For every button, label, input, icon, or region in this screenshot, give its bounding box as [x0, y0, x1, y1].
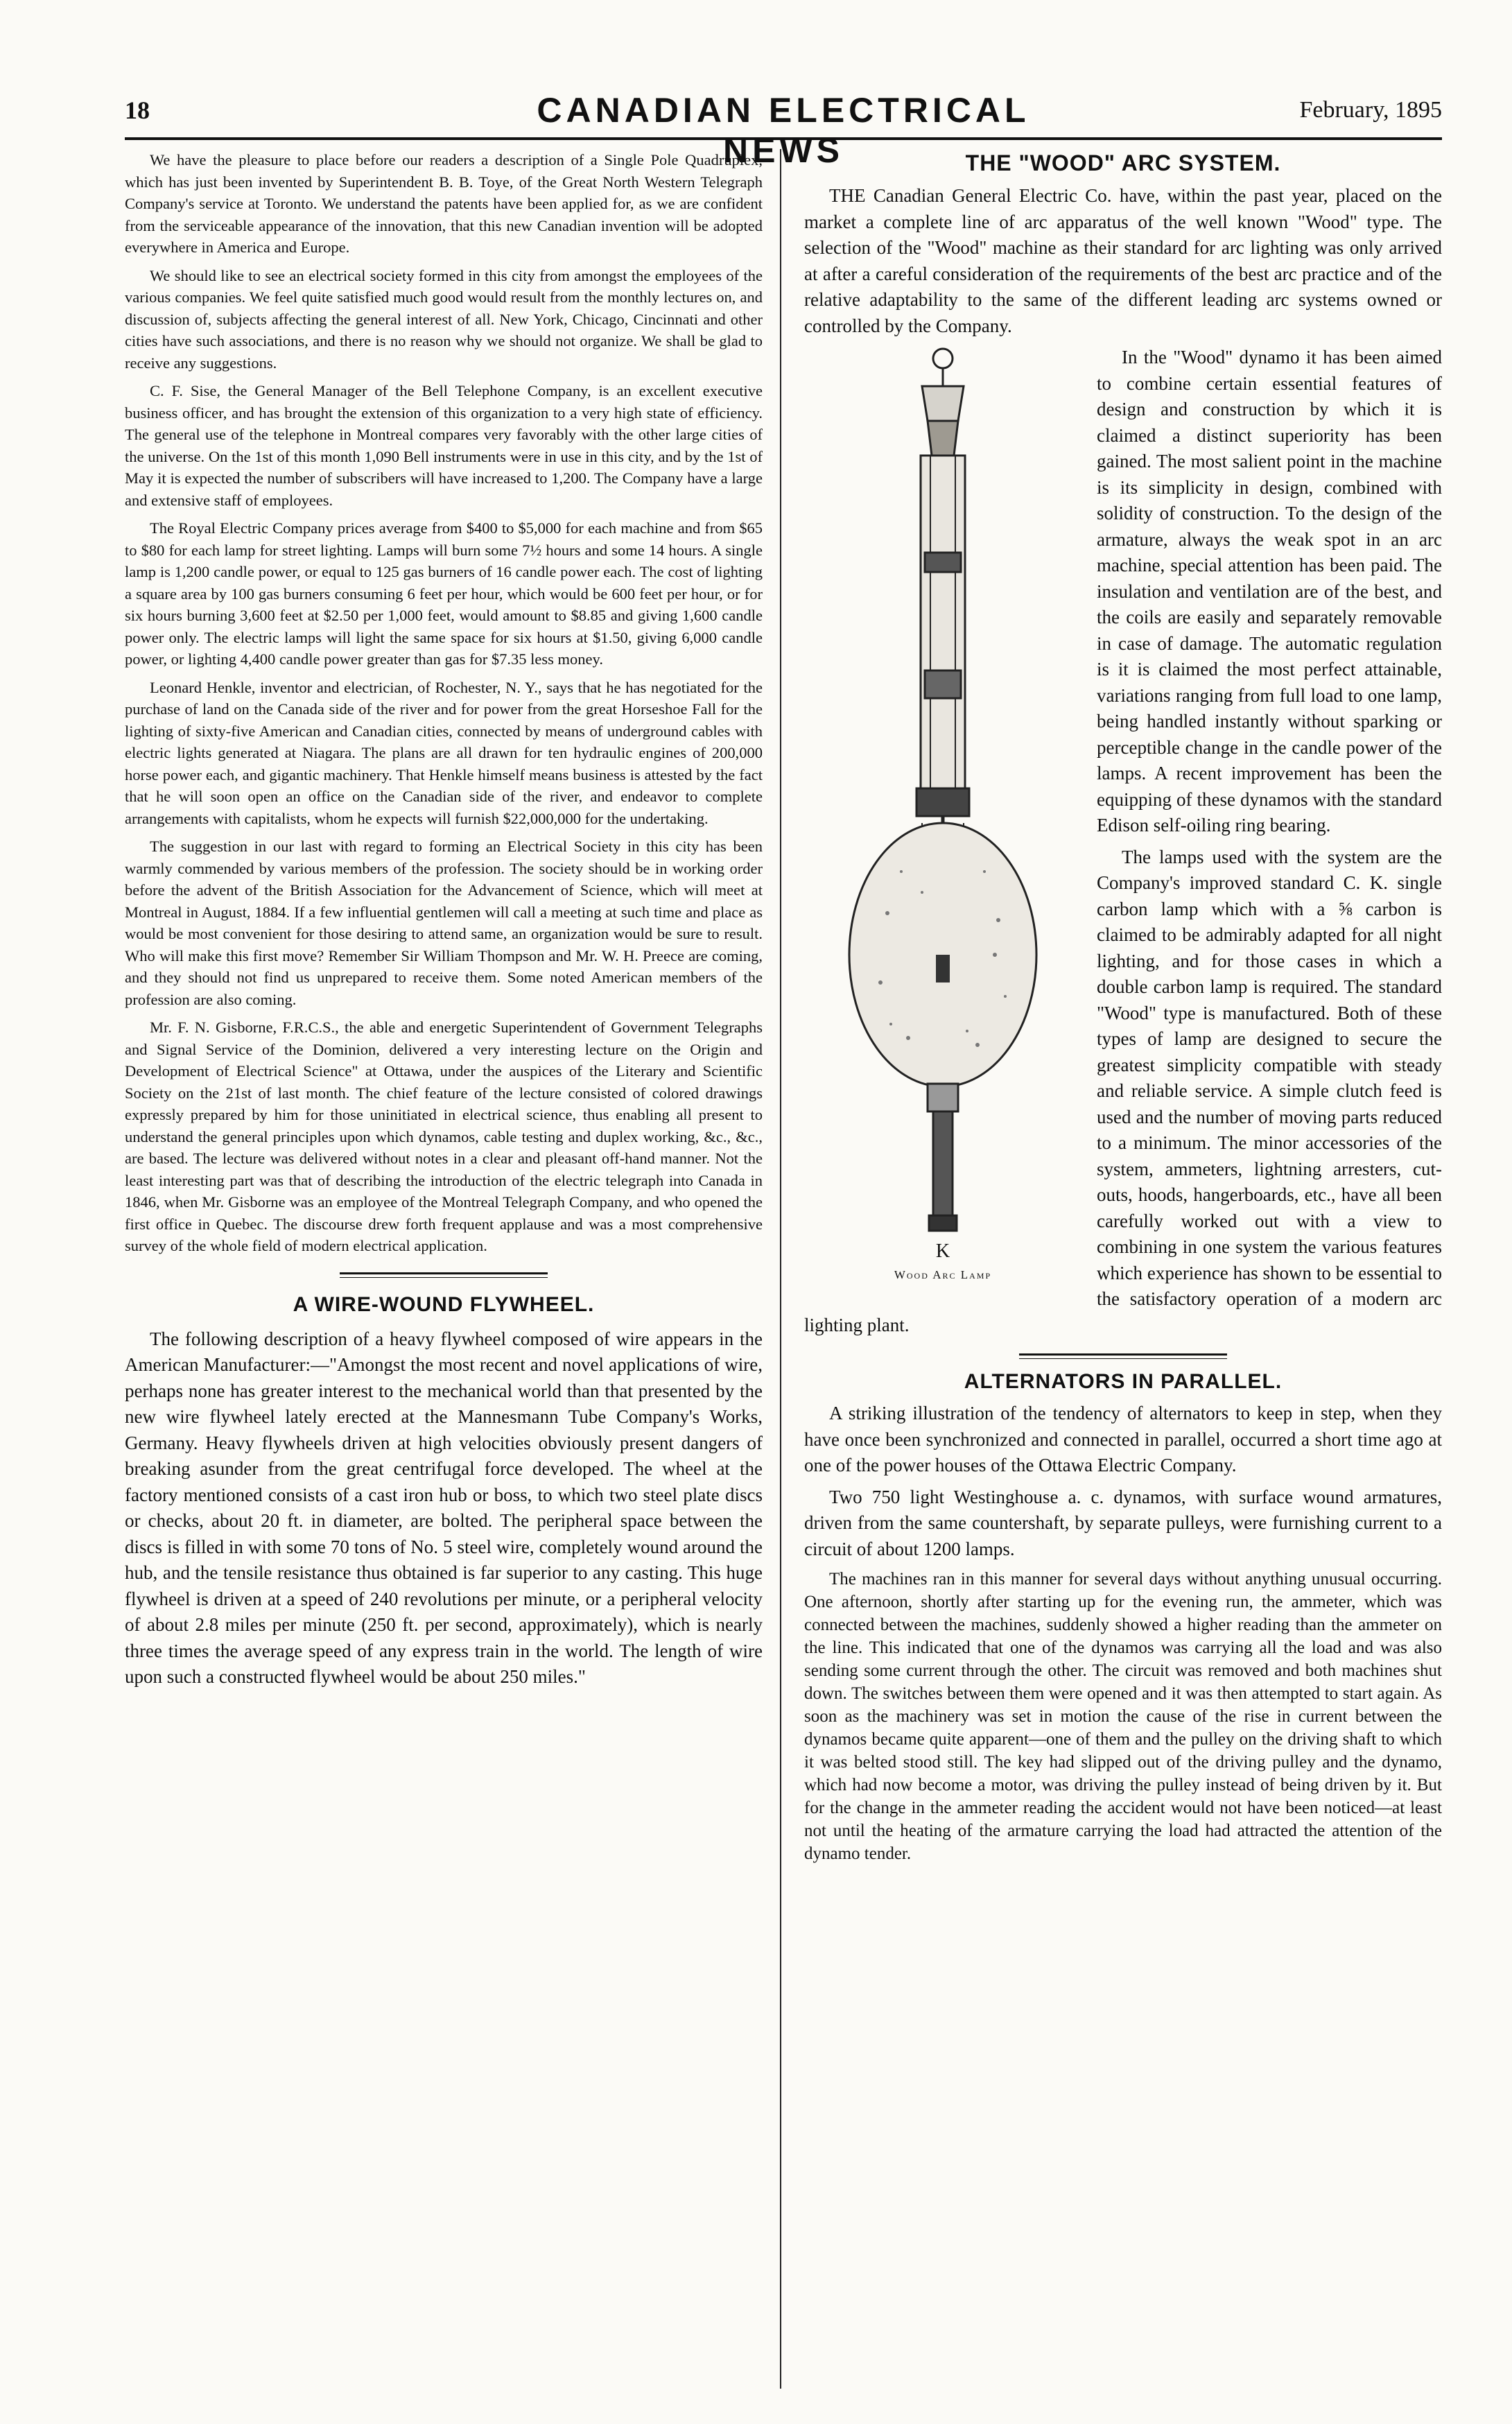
issue-date: February, 1895	[1299, 97, 1442, 123]
note-gisborne-lecture: Mr. F. N. Gisborne, F.R.C.S., the able and energetic Superintendent of Government Telegraphs and Signal Service of the Dominion, delivered a very interesting lecture on the Origin and Development of Electrical Science" at Ottawa, under the auspices of the Literary and Scientific Society on the 21st of last month. The chief feature of the lecture consisted of colored drawings expressly prepared by him for those uninitiated in electrical science, thus enabling all present to understand the general principles upon which dynamos, cable testing and duplex working, &c., &c., are based. The lecture was delivered without notes in a clear and pleasant off-hand manner. Not the least interesting part was that of describing the introduction of the electric telegraph into Canada in 1846, when Mr. Gisborne was an employee of the Montreal Telegraph Company, and who opened the first office in Quebec. The discourse drew forth frequent applause and was a most comprehensive survey of the whole field of modern electrical application.	[125, 1019, 763, 1254]
left-column	[125, 149, 763, 1696]
publication-title: CANADIAN ELECTRICAL NEWS	[537, 91, 1030, 170]
arc-system-heading: THE "WOOD" ARC SYSTEM.	[965, 150, 1281, 175]
section-rule-2	[1019, 1353, 1227, 1359]
wood-arc-lamp-figure	[804, 345, 1081, 1301]
alternators-para-2: Two 750 light Westinghouse a. c. dynamos, with surface wound armatures, driven from the same countershaft, by separate pulleys, were furnishing current to a circuit of about 1200 lamps.	[804, 1486, 1442, 1559]
right-column	[804, 149, 1442, 1871]
alternators-para-3: The machines ran in this manner for several days without anything unusual occurring. One afternoon, shortly after starting up for the evening run, the ammeter, which was connected between the machines, suddenly showed a higher reading than the ammeter on the line. This indicated that one of the dynamos was carrying all the load and was also sending some current through the other. The circuit was removed and both machines shut down. The switches between them were opened and it was then attempted to start again. As soon as the machinery was set in motion the cause of the rise in current between the dynamos became quite apparent—one of them and the pulley on the driving shaft to which it was belted stood still. The key had slipped out of the driving pulley and the dynamo, which had now become a motor, was driving the pulley instead of being driven by it. But for the change in the ammeter reading the accident would not have been noticed—at least not until the heating of the armature carrying the load had attracted the attention of the dynamo tender.	[804, 1570, 1442, 1863]
flywheel-heading: A WIRE-WOUND FLYWHEEL.	[293, 1292, 595, 1316]
header-rule	[125, 137, 1442, 140]
note-henkle-niagara: Leonard Henkle, inventor and electrician, of Rochester, N. Y., says that he has negotiated for the purchase of land on the Canada side of the river and for power from the great Horseshoe Fall for the lighting of sixty-five American and Canadian cities, connected by means of underground cables with electric lights generated at Niagara. The plans are all drawn for ten hydraulic engines of 200,000 horse power each, and gigantic machinery. That Henkle himself means business is attested by the fact that he will soon open an office on the Canadian side of the river, and endeavor to complete arrangements with capitalists, whom he expects will furnish $22,000,000 for the undertaking.	[125, 678, 763, 827]
note-bell-telephone: C. F. Sise, the General Manager of the Bell Telephone Company, is an excellent executive business officer, and has brought the extension of this organization to a very high state of efficiency. The general use of the telephone in Montreal compares very favorably with the other large cities of the universe. On the 1st of this month 1,090 Bell instruments were in use in this city, and by the 1st of May it is expected the number of subscribers will have increased to 1,200. The Company have a large and extensive staff of employees.	[125, 382, 763, 509]
figure-caption: Wood Arc Lamp	[894, 1268, 992, 1281]
arc-lamp-illustration	[839, 345, 1047, 1239]
section-rule	[340, 1272, 548, 1278]
flywheel-article: The following description of a heavy flywheel composed of wire appears in the American Manufacturer:—"Amongst the most recent and novel applications of wire, perhaps none has greater interest to the mechanical world than that presented by the new wire flywheel lately erected at the Mannesmann Tube Company's Works, Germany. Heavy flywheels driven at high velocities obviously present dangers of breaking asunder from the great centrifugal force developed. The wheel at the factory mentioned consists of a cast iron hub or boss, to which two steel plate discs or checks, about 20 ft. in diameter, are bolted. The peripheral space between the discs is filled in with some 70 tons of No. 5 steel wire, completely wound around the hub, and the tensile resistance thus obtained is far superior to any casting. This huge flywheel is driven at a speed of 240 revolutions per minute, or a peripheral velocity of about 2.8 miles per minute (250 ft. per second, approximately), which is nearly three times the average speed of any express train in the world. The length of wire upon such a constructed flywheel would be about 250 miles."	[125, 1328, 763, 1687]
news-notes	[125, 149, 763, 1257]
arc-system-lamps: The lamps used with the system are the Company's improved standard C. K. single carbon lamp which with a ⅝ carbon is claimed to be admirably adapted for all night lighting, and for those cases in which a double carbon lamp is required. The standard "Wood" type is manufactured. Both of these types of lamp are designed to secure the greatest simplicity compatible with steady and reliable service. A simple clutch feed is used and the number of moving parts reduced to a minimum. The minor accessories of the system, ammeters, lightning arresters, cut-outs, hoods, hangerboards, etc., have all been carefully worked out with a view to combining in one system the various features which experience has shown to be essential to the satisfactory operation of a modern arc lighting plant.	[804, 846, 1442, 1335]
note-royal-electric: The Royal Electric Company prices average from $400 to $5,000 for each machine and from $65 to $80 for each lamp for street lighting. Lamps will burn some 7½ hours and some 14 hours. A single lamp is 1,200 candle power, or equal to 125 gas burners of 16 candle power each. The cost of lighting a square area by 100 gas burners consuming 6 feet per hour, which would be 600 feet per hour, or for six hours burning 3,600 feet at $2.50 per 1,000 feet, would amount to $8.85 and giving 1,600 candle power only. The electric lamps will light the same space for six hours at $1.50, giving 6,000 candle power, or lighting 4,400 candle power greater than gas for $7.35 less money.	[125, 519, 763, 668]
alternators-heading: ALTERNATORS IN PARALLEL.	[964, 1370, 1283, 1393]
note-electrical-society: We should like to see an electrical society formed in this city from amongst the employees of the various companies. We feel quite satisfied much good would result from the monthly lectures on, and discussion of, subjects affecting the general interest of all. New York, Chicago, Cincinnati and other cities have such associations, and there is no reason why we should not organize. We shall be glad to receive any suggestions.	[125, 266, 763, 372]
page-number: 18	[125, 96, 150, 124]
arc-system-dynamo: In the "Wood" dynamo it has been aimed to combine certain essential features of design and construction by which it is claimed a distinct superiority has been gained. The most salient point in the machine is its simplicity in design, combined with solidity of construction. To the design of the armature, always the weak spot in an arc machine, special attention has been paid. The insulation and ventilation are of the best, and the coils are easily and separately removable in case of damage. The automatic regulation is it is claimed the most perfect attainable, variations ranging from full load to one lamp, being handled instantly without sparking or perceptible change in the candle power of the lamps. A recent improvement has been the equipping of these dynamos with the standard Edison self-oiling ring bearing.	[1097, 347, 1442, 836]
arc-system-lead: THE Canadian General Electric Co. have, within the past year, placed on the market a complete line of arc apparatus of the well known "Wood" type. The selection of the "Wood" machine as their standard for arc lighting was only arrived at after a careful consideration of the requirements of the best arc practice and of the relative adaptability to the same of the different leading arc systems owned or controlled by the Company.	[804, 185, 1442, 336]
note-society-suggestion: The suggestion in our last with regard to forming an Electrical Society in this city has been warmly commended by various members of the profession. The society should be in working order before the advent of the British Association for the Advancement of Science, which will meet at Montreal in August, 1884. If a few influential gentlemen will call a meeting at such time and place as would be most convenient for those desiring to attend same, an organization would be sure to result. Who will make this first move? Remember Sir William Thompson and Mr. W. H. Preece are coming, and they should not find us unprepared to receive them. Some noted American members of the profession are also coming.	[125, 838, 763, 1008]
alternators-para-1: A striking illustration of the tendency of alternators to keep in step, when they have once been synchronized and connected in parallel, occurred a short time ago at one of the power houses of the Ottawa Electric Company.	[804, 1403, 1442, 1475]
figure-letter: K	[935, 1240, 950, 1262]
carbon-electrode	[936, 955, 950, 982]
column-divider	[780, 149, 781, 2389]
note-quadruplex: We have the pleasure to place before our readers a description of a Single Pole Quadruplex, which has just been invented by Superintendent B. B. Toye, of the Great North Western Telegraph Company's service at Toronto. We understand the patents have been applied for, as we are confident from the serviceable appearance of the innovation, that this new Canadian invention will be adopted everywhere in America and Europe.	[125, 151, 763, 256]
